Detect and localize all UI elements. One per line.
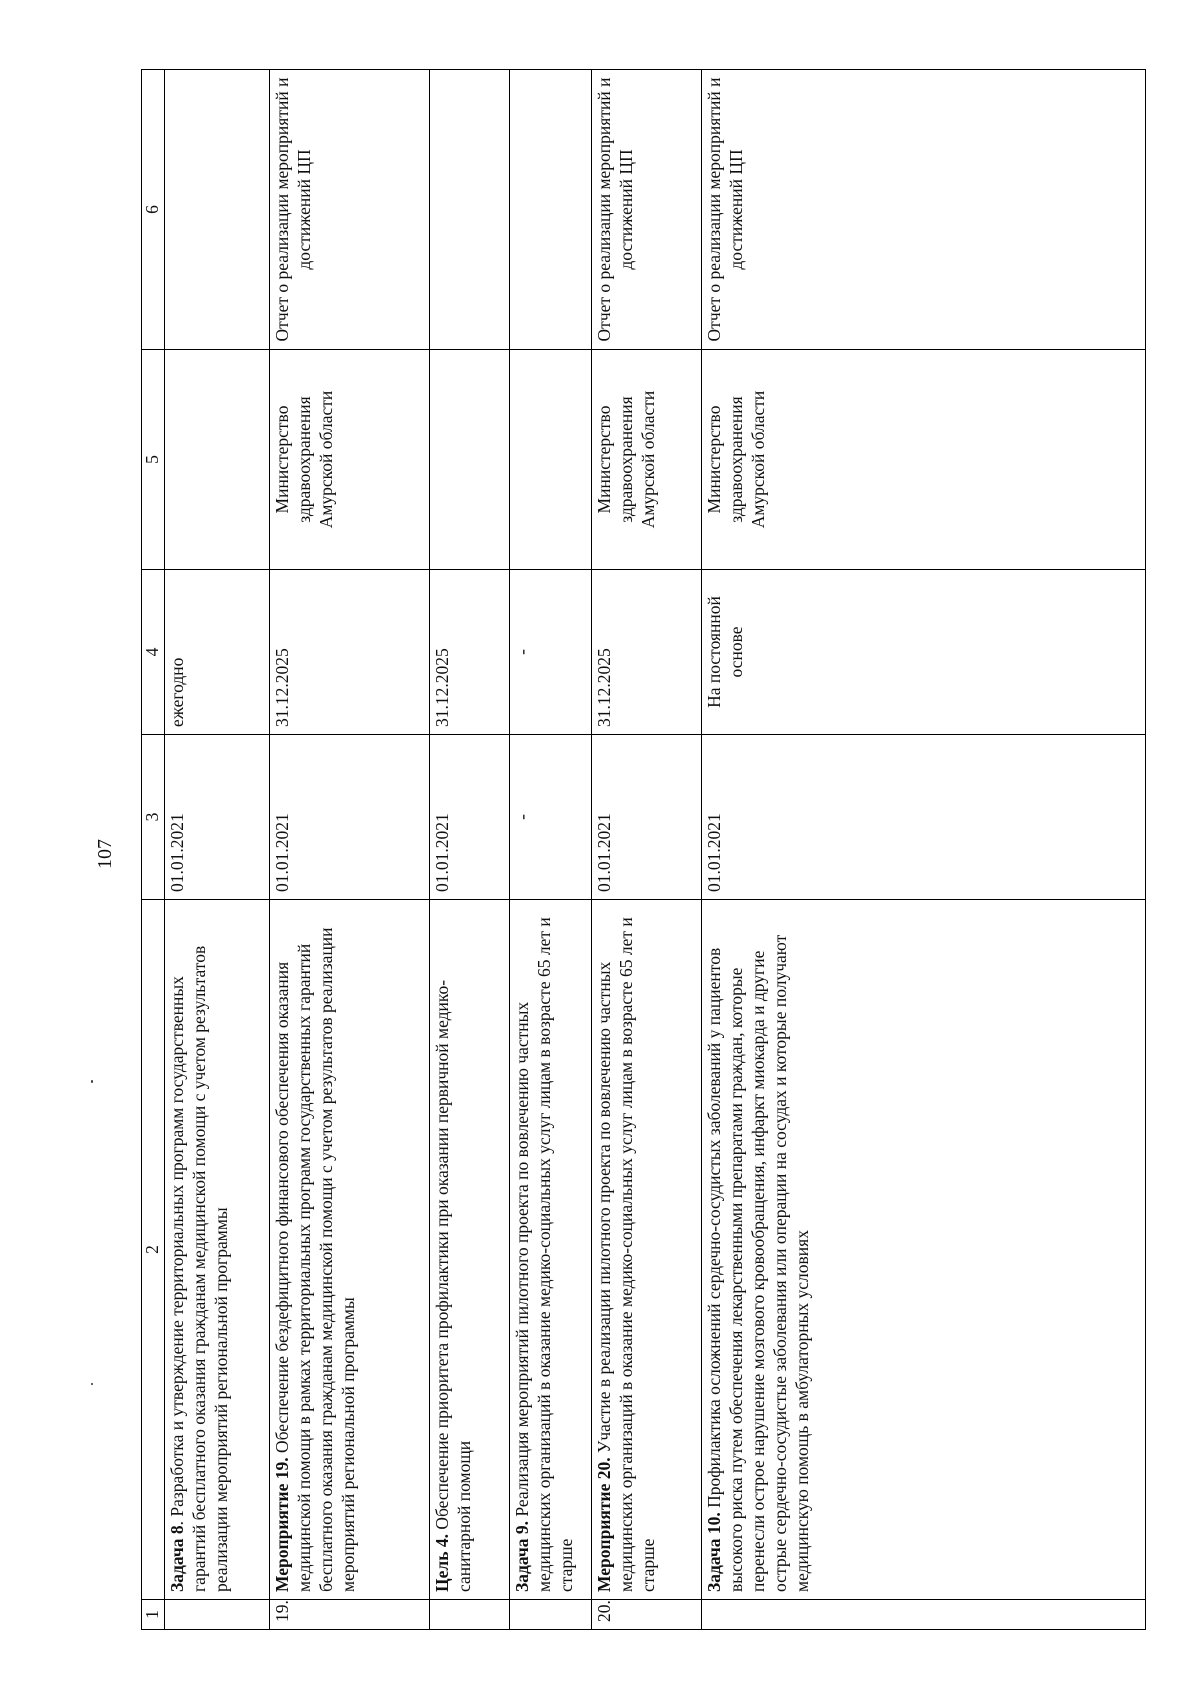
row-label: Задача 8 <box>167 1525 187 1592</box>
table-row <box>592 70 702 1630</box>
start-date: 01.01.2021 <box>165 735 270 900</box>
responsible: Министерство здравоохранения Амурской области <box>592 350 702 570</box>
result: Отчет о реализации мероприятий и достижений ЦП <box>270 70 430 350</box>
row-label: Цель 4. <box>432 1534 452 1592</box>
column-header: 2 <box>142 900 165 1600</box>
activities-table <box>141 69 1146 1630</box>
responsible: Министерство здравоохранения Амурской области <box>270 350 430 570</box>
start-date: 01.01.2021 <box>430 735 510 900</box>
column-header: 1 <box>142 1600 165 1630</box>
row-number: 19. <box>270 1600 430 1630</box>
row-label: Мероприятие 20. <box>594 1457 614 1592</box>
row-description <box>592 900 702 1600</box>
row-text: Профилактика осложнений сердечно-сосудистых заболеваний у пациентов высокого риска путем обеспечения лекарственными препаратами граждан, которые перенесли острое нарушение мозгового кровообращения, инфаркт миокарда и другие острые сердечно-сосудистые заболевания или операции на сосудах и которые получают медицинскую помощь в амбулаторных условиях <box>704 934 812 1592</box>
responsible <box>510 350 592 570</box>
row-text: Участие в реализации пилотного проекта по вовлечению частных медицинских организаций в оказание медико-социальных услуг лицам в возрасте 65 лет и старше <box>594 917 658 1592</box>
row-label: Задача 9. <box>512 1520 532 1592</box>
column-header: 5 <box>142 350 165 570</box>
row-number <box>165 1600 270 1630</box>
responsible <box>430 350 510 570</box>
result: Отчет о реализации мероприятий и достижений ЦП <box>702 70 1146 350</box>
page-number: 107 <box>94 839 116 869</box>
column-header: 4 <box>142 570 165 735</box>
row-description <box>510 900 592 1600</box>
responsible: Министерство здравоохранения Амурской области <box>702 350 1146 570</box>
scan-speck <box>91 1080 93 1083</box>
row-label: Задача 10. <box>704 1512 724 1592</box>
row-text: Реализация мероприятий пилотного проекта по вовлечению частных медицинских организаций в оказание медико-социальных услуг лицам в возрасте 65 лет и старше <box>512 917 576 1592</box>
start-date: 01.01.2021 <box>702 735 1146 900</box>
scan-speck <box>91 1383 93 1385</box>
row-description <box>430 900 510 1600</box>
header-row <box>142 70 165 1630</box>
row-number <box>702 1600 1146 1630</box>
column-header: 3 <box>142 735 165 900</box>
row-number <box>430 1600 510 1630</box>
row-number <box>510 1600 592 1630</box>
table-row <box>165 70 270 1630</box>
column-header: 6 <box>142 70 165 350</box>
result <box>430 70 510 350</box>
row-text: Обеспечение бездефицитного финансового обеспечения оказания медицинской помощи в рамках территориальных программ государственных гарантий бесплатного оказания гражданам медицинской помощи с учетом результатов реализации мероприятий региональной программы <box>272 927 358 1592</box>
row-description <box>165 900 270 1600</box>
end-date: На постоянной основе <box>702 570 1146 735</box>
table-row <box>510 70 592 1630</box>
row-description <box>270 900 430 1600</box>
row-text: . Разработка и утверждение территориальных программ государственных гарантий бесплатного оказания гражданам медицинской помощи с учетом результатов реализации мероприятий региональной программы <box>167 945 231 1592</box>
row-text: Обеспечение приоритета профилактики при оказании первичной медико-санитарной помощи <box>432 979 474 1592</box>
end-date: 31.12.2025 <box>430 570 510 735</box>
result: Отчет о реализации мероприятий и достижений ЦП <box>592 70 702 350</box>
end-date: 31.12.2025 <box>592 570 702 735</box>
table-row <box>702 70 1146 1630</box>
result <box>165 70 270 350</box>
row-label: Мероприятие 19. <box>272 1457 292 1592</box>
result <box>510 70 592 350</box>
row-description <box>702 900 1146 1600</box>
end-date: - <box>510 570 592 735</box>
table-row <box>270 70 430 1630</box>
end-date: ежегодно <box>165 570 270 735</box>
responsible <box>165 350 270 570</box>
start-date: 01.01.2021 <box>592 735 702 900</box>
rotated-table-container <box>141 70 1146 1630</box>
end-date: 31.12.2025 <box>270 570 430 735</box>
row-number: 20. <box>592 1600 702 1630</box>
start-date: - <box>510 735 592 900</box>
table-row <box>430 70 510 1630</box>
start-date: 01.01.2021 <box>270 735 430 900</box>
